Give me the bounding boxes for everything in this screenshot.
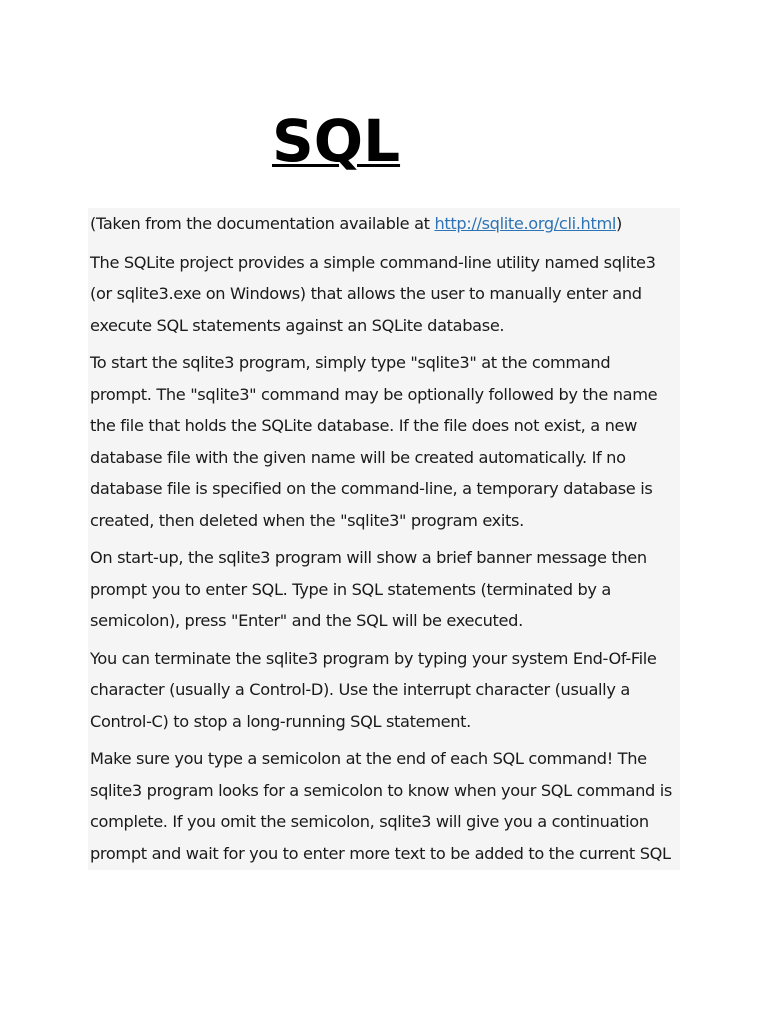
source-suffix: ) [616,214,622,233]
paragraph-semicolon: Make sure you type a semicolon at the end of each SQL command! The sqlite3 program looks for a semicolon to know when your SQL command is complete. If you omit the semicolon, sqlite3 will give you a continuation prompt and wait for you to enter more text to be added to the current SQL [90,749,672,863]
page-title: SQL [272,107,401,175]
source-prefix: (Taken from the documentation available at [90,214,435,233]
content-block [88,208,680,870]
source-note [90,208,676,240]
source-link[interactable]: http://sqlite.org/cli.html [434,214,617,233]
paragraph-intro: The SQLite project provides a simple command-line utility named sqlite3 (or sqlite3.exe on Windows) that allows the user to manually enter and execute SQL statements against an SQLite database. [90,252,656,335]
paragraph-startup: On start-up, the sqlite3 program will show a brief banner message then prompt you to enter SQL. Type in SQL statements (terminated by a semicolon), press "Enter" and the SQL will be executed. [90,548,647,630]
paragraph-terminate: You can terminate the sqlite3 program by typing your system End-Of-File character (usually a Control-D). Use the interrupt character (usually a Control-C) to stop a long-running SQL statement. [90,648,657,731]
paragraph-start-program: To start the sqlite3 program, simply type "sqlite3" at the command prompt. The "sqlite3" command may be optionally followed by the name the file that holds the SQLite database. If the file does not exist, a new database file with the given name will be created automatically. If no database file is specified on the command-line, a temporary database is created, then deleted when the "sqlite3" program exits. [90,353,658,530]
